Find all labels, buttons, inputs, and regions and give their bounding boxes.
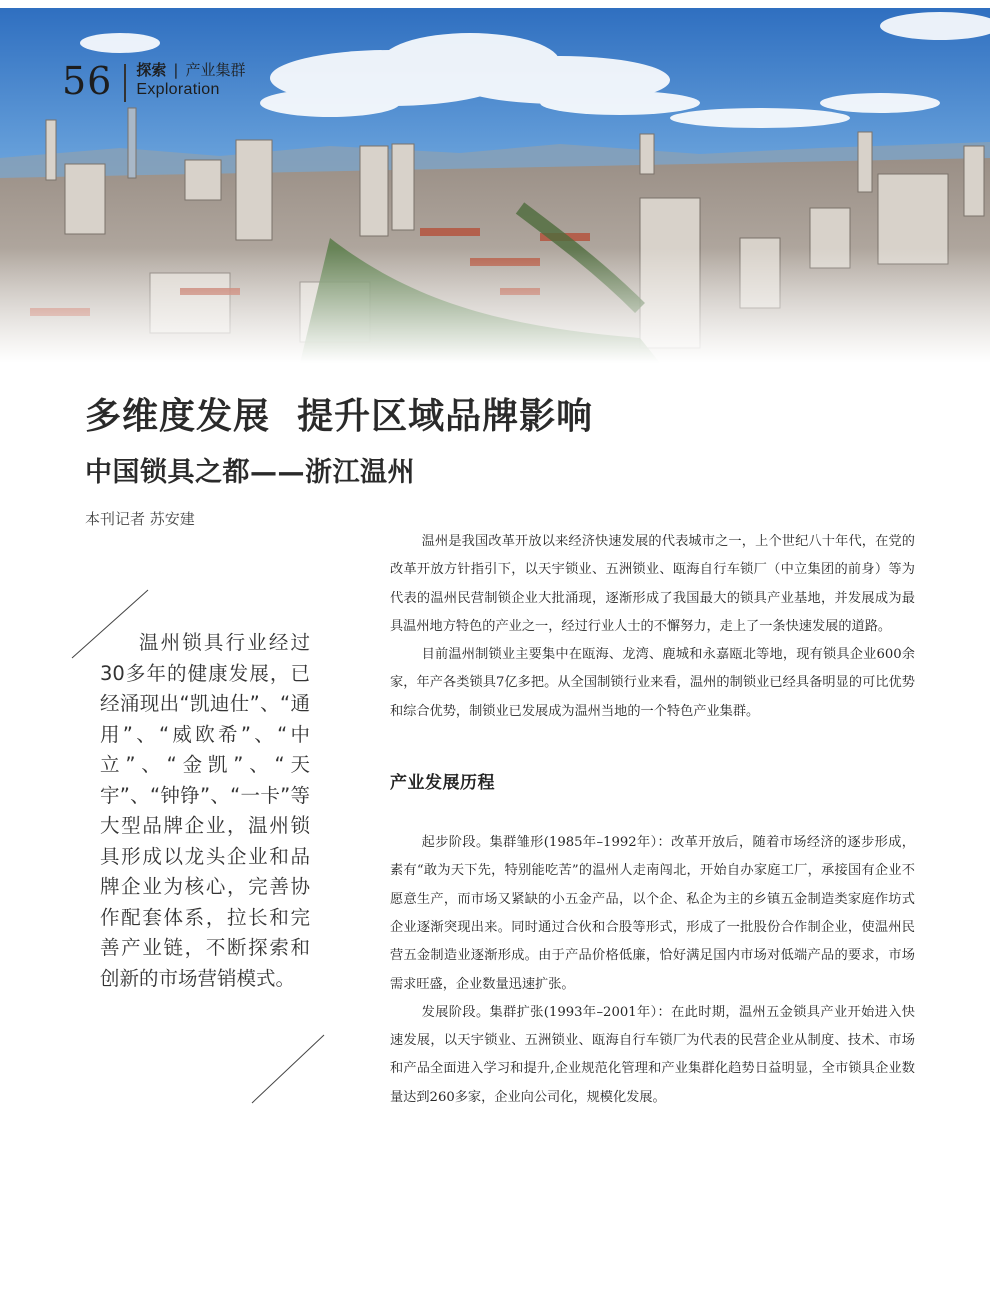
body-paragraph: 起步阶段。集群雏形(1985年–1992年）：改革开放后，随着市场经济的逐步形成，素有“敢为天下先，特别能吃苦”的温州人走南闯北，开始自办家庭工厂，承接国有企业不愿意生产，而市场又紧缺的小五金产品，以个企、私企为主的乡镇五金制造类家庭作坊式企业逐渐突现出来。同时通过合伙和合股等形式，形成了一批股份合作制企业，使温州民营五金制造业逐渐形成。由于产品价格低廉，恰好满足国内市场对低端产品的要求，市场需求旺盛，企业数量迅速扩张。 (390, 835, 915, 992)
subsection-name: 产业集群 (185, 61, 246, 79)
section-heading: 产业发展历程 (390, 773, 495, 794)
section-name: 探索 (136, 61, 167, 79)
body-paragraph: 发展阶段。集群扩张(1993年–2001年）：在此时期，温州五金锁具产业开始进入快速发展，以天宇锁业、五洲锁业、瓯海自行车锁厂为代表的民营企业从制度、技术、市场和产品全面进入学习和提升,企业规范化管理和产业集群化趋势日益明显，全市锁具企业数量达到260多家，企业向公司化，规模化发展。 (390, 1004, 915, 1105)
article-subtitle: 中国锁具之都——浙江温州 (85, 457, 415, 488)
body-paragraph: 温州是我国改革开放以来经济快速发展的代表城市之一，上个世纪八十年代，在党的改革开放方针指引下，以天宇锁业、五洲锁业、瓯海自行车锁厂（中立集团的前身）等为代表的温州民营制锁企业大批涌现，逐渐形成了我国最大的锁具产业基地，并发展成为最具温州地方特色的产业之一，经过行业人士的不懈努力，走上了一条快速发展的道路。 (390, 534, 915, 634)
section-separator: | (173, 61, 179, 79)
article-title-part1: 多维度发展 (85, 396, 271, 437)
article-body (390, 528, 915, 1112)
folio-divider (124, 64, 126, 102)
section-name-line (136, 60, 245, 80)
body-paragraph: 目前温州制锁业主要集中在瓯海、龙湾、鹿城和永嘉瓯北等地，现有锁具企业600余家，年产各类锁具7亿多把。从全国制锁行业来看，温州的制锁业已经具备明显的可比优势和综合优势，制锁业已发展成为温州当地的一个特色产业集群。 (390, 647, 915, 719)
section-label (136, 60, 245, 100)
running-header (62, 60, 245, 104)
pullquote-bottom-line (250, 1033, 326, 1105)
page-number: 56 (62, 59, 113, 103)
article-title-part2: 提升区域品牌影响 (297, 396, 594, 437)
article-byline: 本刊记者 苏安建 (85, 510, 195, 528)
section-name-en: Exploration (136, 81, 220, 98)
article-title (85, 388, 593, 439)
pullquote: 温州锁具行业经过30多年的健康发展，已经涌现出“凯迪仕”、“通用”、“威欧希”、“中立”、“金凯”、“天宇”、“钟铮”、“一卡”等大型品牌企业，温州锁具形成以龙头企业和品牌企业为核心，完善协作配套体系，拉长和完善产业链，不断探索和创新的市场营销模式。 (100, 631, 310, 990)
